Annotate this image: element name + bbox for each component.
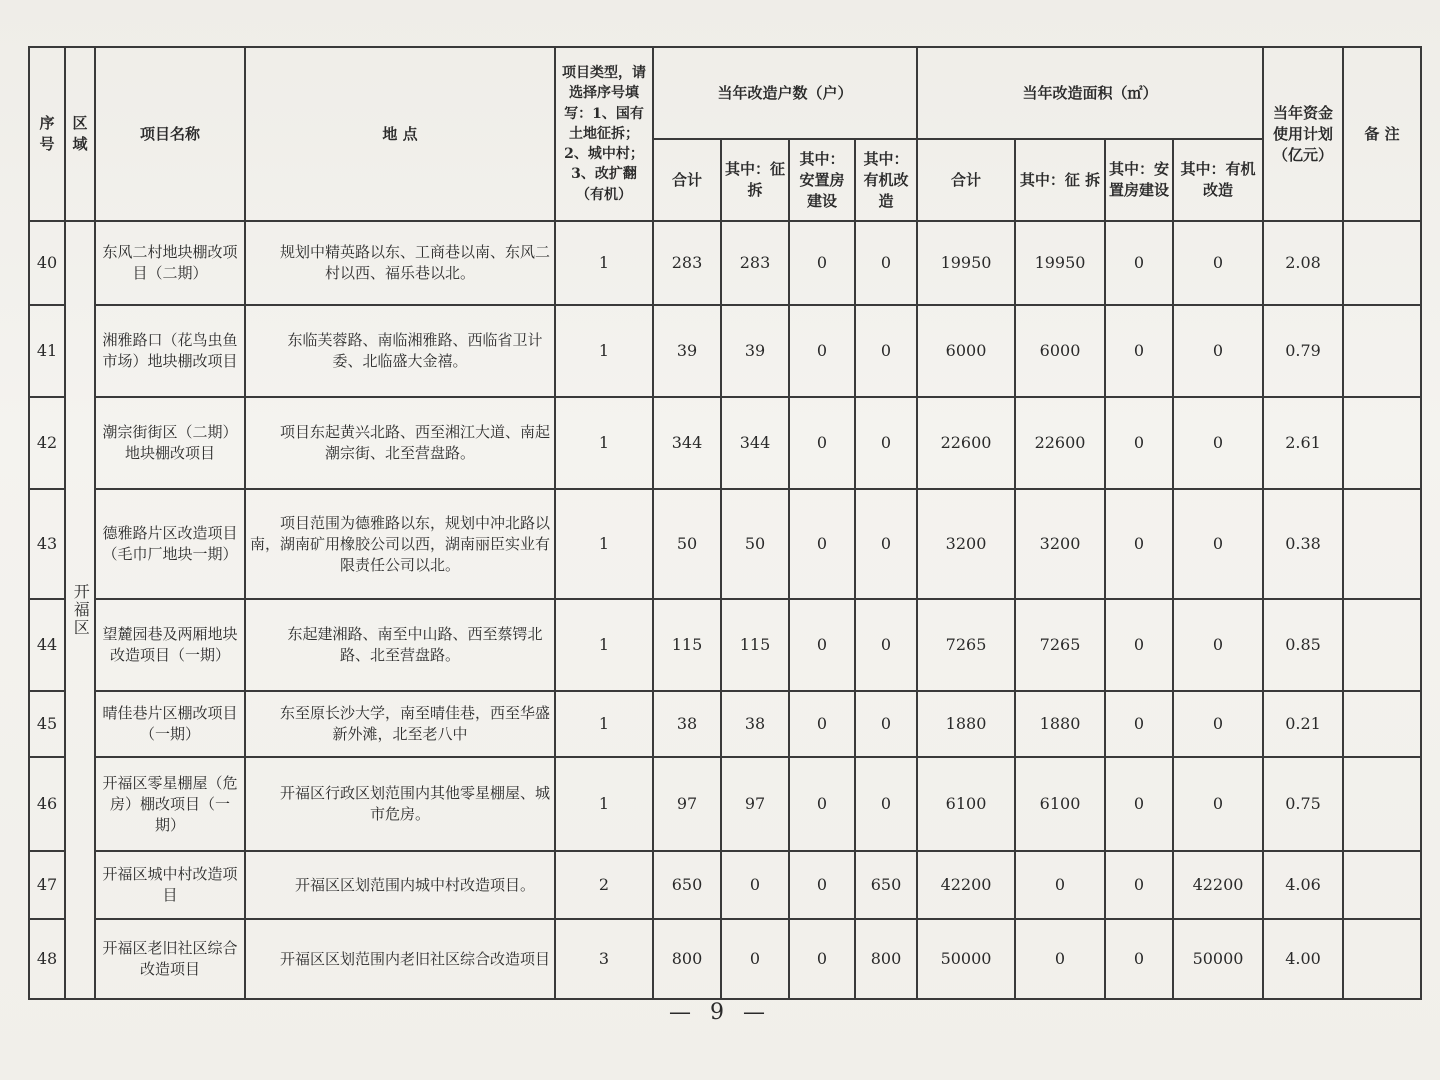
row-area-total: 3200 (917, 489, 1015, 599)
row-project-type: 3 (555, 919, 653, 999)
row-area-resettlement: 0 (1105, 489, 1173, 599)
header-remark: 备 注 (1343, 47, 1421, 221)
row-project-type: 1 (555, 599, 653, 691)
row-area-total: 50000 (917, 919, 1015, 999)
row-funding: 0.79 (1263, 305, 1343, 397)
row-project-name: 德雅路片区改造项目（毛巾厂地块一期） (95, 489, 245, 599)
header-households: 当年改造户数（户） (653, 47, 917, 139)
row-funding: 0.75 (1263, 757, 1343, 851)
row-households-organic: 800 (855, 919, 917, 999)
row-households-resettlement: 0 (789, 489, 855, 599)
table-row (29, 851, 1421, 919)
row-households-total: 97 (653, 757, 721, 851)
row-remark (1343, 221, 1421, 305)
row-area-resettlement: 0 (1105, 305, 1173, 397)
row-area-organic: 0 (1173, 757, 1263, 851)
row-households-resettlement: 0 (789, 305, 855, 397)
row-households-total: 38 (653, 691, 721, 757)
row-location: 项目东起黄兴北路、西至湘江大道、南起潮宗街、北至营盘路。 (245, 397, 555, 489)
table-row (29, 305, 1421, 397)
table-row (29, 489, 1421, 599)
row-project-name: 开福区零星棚屋（危房）棚改项目（一期） (95, 757, 245, 851)
row-area-total: 19950 (917, 221, 1015, 305)
row-households-demolition: 39 (721, 305, 789, 397)
row-area-demolition: 6000 (1015, 305, 1105, 397)
row-households-demolition: 283 (721, 221, 789, 305)
row-project-type: 1 (555, 305, 653, 397)
row-location: 东至原长沙大学，南至晴佳巷，西至华盛新外滩，北至老八中 (245, 691, 555, 757)
row-households-organic: 0 (855, 489, 917, 599)
row-project-name: 潮宗街街区（二期）地块棚改项目 (95, 397, 245, 489)
row-project-type: 1 (555, 397, 653, 489)
row-area-organic: 50000 (1173, 919, 1263, 999)
row-funding: 0.85 (1263, 599, 1343, 691)
row-seq: 48 (29, 919, 65, 999)
header-hh-total: 合计 (653, 139, 721, 221)
row-funding: 0.38 (1263, 489, 1343, 599)
row-seq: 47 (29, 851, 65, 919)
row-area-total: 42200 (917, 851, 1015, 919)
row-households-resettlement: 0 (789, 919, 855, 999)
renovation-projects-table (28, 46, 1422, 1000)
row-location: 东临芙蓉路、南临湘雅路、西临省卫计委、北临盛大金禧。 (245, 305, 555, 397)
region-cell: 开福区 (65, 221, 95, 999)
row-seq: 40 (29, 221, 65, 305)
row-funding: 2.08 (1263, 221, 1343, 305)
row-project-name: 开福区城中村改造项目 (95, 851, 245, 919)
row-project-name: 望麓园巷及两厢地块改造项目（一期） (95, 599, 245, 691)
row-remark (1343, 757, 1421, 851)
row-area-resettlement: 0 (1105, 919, 1173, 999)
row-area-total: 6000 (917, 305, 1015, 397)
row-remark (1343, 919, 1421, 999)
row-area-organic: 0 (1173, 221, 1263, 305)
row-households-demolition: 38 (721, 691, 789, 757)
row-area-total: 22600 (917, 397, 1015, 489)
row-area-total: 1880 (917, 691, 1015, 757)
row-location: 开福区行政区划范围内其他零星棚屋、城市危房。 (245, 757, 555, 851)
row-households-resettlement: 0 (789, 599, 855, 691)
row-households-total: 800 (653, 919, 721, 999)
row-location: 规划中精英路以东、工商巷以南、东风二村以西、福乐巷以北。 (245, 221, 555, 305)
row-remark (1343, 397, 1421, 489)
row-project-name: 开福区老旧社区综合改造项目 (95, 919, 245, 999)
row-area-total: 7265 (917, 599, 1015, 691)
header-project-type: 项目类型，请选择序号填写：1、国有土地征拆；2、城中村；3、改扩翻（有机） (555, 47, 653, 221)
row-households-total: 650 (653, 851, 721, 919)
table-row (29, 757, 1421, 851)
row-area-demolition: 22600 (1015, 397, 1105, 489)
row-location: 东起建湘路、南至中山路、西至蔡锷北路、北至营盘路。 (245, 599, 555, 691)
row-area-demolition: 6100 (1015, 757, 1105, 851)
row-area-organic: 0 (1173, 599, 1263, 691)
row-area-demolition: 7265 (1015, 599, 1105, 691)
row-households-demolition: 344 (721, 397, 789, 489)
row-households-organic: 0 (855, 599, 917, 691)
header-location: 地 点 (245, 47, 555, 221)
row-households-organic: 0 (855, 305, 917, 397)
row-households-resettlement: 0 (789, 221, 855, 305)
header-funding: 当年资金使用计划（亿元） (1263, 47, 1343, 221)
row-seq: 43 (29, 489, 65, 599)
row-project-name: 晴佳巷片区棚改项目（一期） (95, 691, 245, 757)
row-households-total: 50 (653, 489, 721, 599)
table-row (29, 691, 1421, 757)
row-remark (1343, 691, 1421, 757)
row-area-resettlement: 0 (1105, 397, 1173, 489)
row-households-total: 283 (653, 221, 721, 305)
row-remark (1343, 851, 1421, 919)
header-seq: 序号 (29, 47, 65, 221)
row-area-demolition: 0 (1015, 919, 1105, 999)
row-seq: 41 (29, 305, 65, 397)
row-area-organic: 0 (1173, 305, 1263, 397)
row-area-resettlement: 0 (1105, 691, 1173, 757)
row-area-total: 6100 (917, 757, 1015, 851)
row-households-resettlement: 0 (789, 851, 855, 919)
row-project-type: 1 (555, 489, 653, 599)
row-remark (1343, 599, 1421, 691)
row-area-organic: 0 (1173, 489, 1263, 599)
header-area: 当年改造面积（㎡） (917, 47, 1263, 139)
row-seq: 46 (29, 757, 65, 851)
header-area-total: 合计 (917, 139, 1015, 221)
table-row (29, 599, 1421, 691)
table-row (29, 919, 1421, 999)
row-households-resettlement: 0 (789, 691, 855, 757)
row-area-resettlement: 0 (1105, 757, 1173, 851)
row-households-demolition: 50 (721, 489, 789, 599)
row-area-organic: 42200 (1173, 851, 1263, 919)
row-funding: 0.21 (1263, 691, 1343, 757)
row-funding: 2.61 (1263, 397, 1343, 489)
row-area-organic: 0 (1173, 397, 1263, 489)
row-remark (1343, 489, 1421, 599)
row-households-resettlement: 0 (789, 397, 855, 489)
row-area-demolition: 19950 (1015, 221, 1105, 305)
header-area-demolition: 其中：征 拆 (1015, 139, 1105, 221)
page-number: — 9 — (669, 1000, 771, 1025)
row-funding: 4.06 (1263, 851, 1343, 919)
row-funding: 4.00 (1263, 919, 1343, 999)
header-area-organic: 其中：有机改造 (1173, 139, 1263, 221)
row-households-organic: 650 (855, 851, 917, 919)
row-project-type: 1 (555, 757, 653, 851)
table-row (29, 221, 1421, 305)
header-area-resettlement: 其中：安置房建设 (1105, 139, 1173, 221)
row-project-name: 湘雅路口（花鸟虫鱼市场）地块棚改项目 (95, 305, 245, 397)
row-seq: 45 (29, 691, 65, 757)
row-area-demolition: 0 (1015, 851, 1105, 919)
row-seq: 42 (29, 397, 65, 489)
row-households-organic: 0 (855, 221, 917, 305)
row-households-demolition: 115 (721, 599, 789, 691)
row-households-demolition: 97 (721, 757, 789, 851)
row-location: 开福区区划范围内老旧社区综合改造项目 (245, 919, 555, 999)
header-project-name: 项目名称 (95, 47, 245, 221)
row-households-total: 344 (653, 397, 721, 489)
row-households-total: 115 (653, 599, 721, 691)
row-households-demolition: 0 (721, 851, 789, 919)
row-location: 项目范围为德雅路以东，规划中冲北路以南，湖南矿用橡胶公司以西，湖南丽臣实业有限责任公司以北。 (245, 489, 555, 599)
row-project-type: 2 (555, 851, 653, 919)
row-area-organic: 0 (1173, 691, 1263, 757)
row-area-resettlement: 0 (1105, 221, 1173, 305)
row-households-organic: 0 (855, 757, 917, 851)
row-area-resettlement: 0 (1105, 599, 1173, 691)
row-area-demolition: 1880 (1015, 691, 1105, 757)
row-remark (1343, 305, 1421, 397)
row-project-name: 东风二村地块棚改项目（二期） (95, 221, 245, 305)
row-project-type: 1 (555, 221, 653, 305)
header-region: 区域 (65, 47, 95, 221)
table-body (29, 221, 1421, 999)
row-households-resettlement: 0 (789, 757, 855, 851)
row-area-resettlement: 0 (1105, 851, 1173, 919)
row-project-type: 1 (555, 691, 653, 757)
header-hh-resettlement: 其中：安置房建设 (789, 139, 855, 221)
row-area-demolition: 3200 (1015, 489, 1105, 599)
row-households-organic: 0 (855, 691, 917, 757)
row-households-total: 39 (653, 305, 721, 397)
table-row (29, 397, 1421, 489)
row-households-demolition: 0 (721, 919, 789, 999)
header-hh-organic: 其中：有机改造 (855, 139, 917, 221)
row-households-organic: 0 (855, 397, 917, 489)
header-hh-demolition: 其中：征 拆 (721, 139, 789, 221)
row-seq: 44 (29, 599, 65, 691)
row-location: 开福区区划范围内城中村改造项目。 (245, 851, 555, 919)
